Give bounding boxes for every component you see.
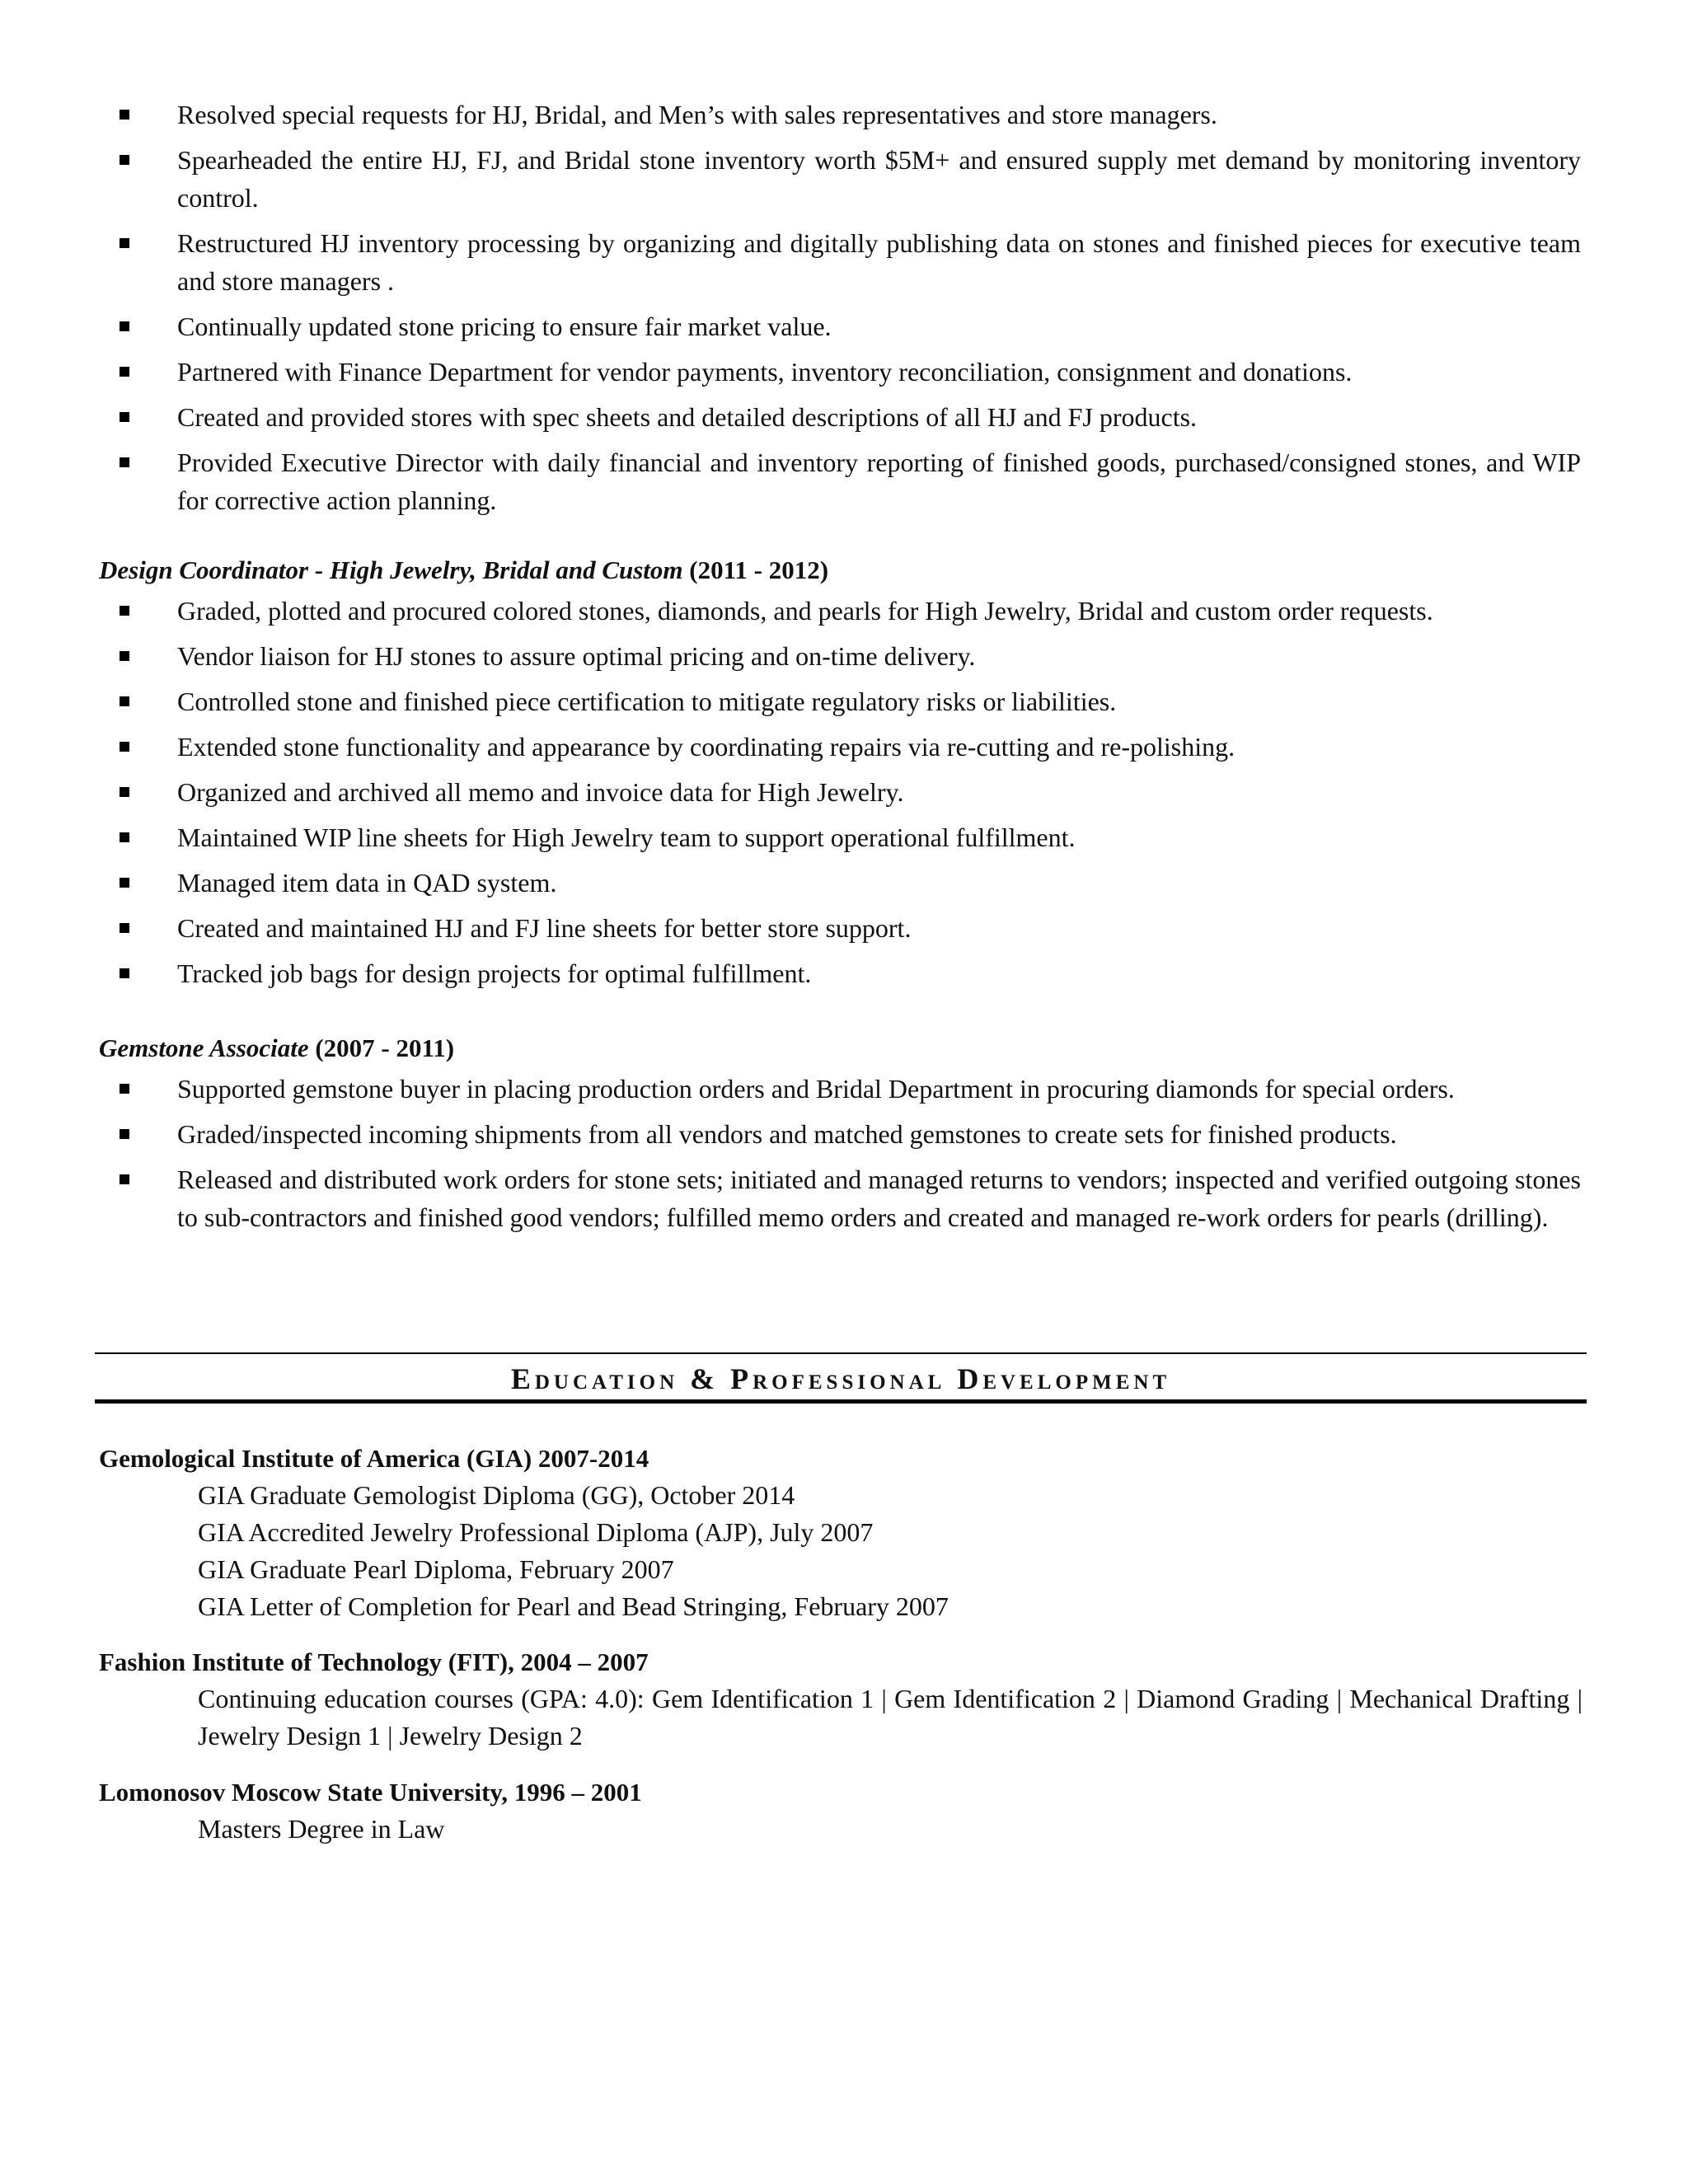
role2-bullet-list: [0, 592, 1688, 1000]
bullet-text: Managed item data in QAD system.: [177, 868, 557, 898]
square-bullet-icon: [120, 878, 129, 888]
bullet-text: Controlled stone and finished piece certification to mitigate regulatory risks or liabilities.: [177, 687, 1117, 716]
bullet-text: Vendor liaison for HJ stones to assure optimal pricing and on-time delivery.: [177, 641, 976, 671]
education-entry-fit: [99, 1644, 1582, 1755]
section-divider-top: [95, 1352, 1587, 1354]
role-heading-gemstone-associate: [99, 1030, 454, 1066]
square-bullet-icon: [120, 651, 129, 661]
role1-bullet-list: [0, 96, 1688, 527]
role3-bullet-list: [0, 1070, 1688, 1244]
square-bullet-icon: [120, 606, 129, 616]
square-bullet-icon: [120, 742, 129, 752]
square-bullet-icon: [120, 1084, 129, 1094]
list-item: [0, 909, 1688, 947]
square-bullet-icon: [120, 155, 129, 165]
bullet-text: Organized and archived all memo and invoice data for High Jewelry.: [177, 777, 904, 807]
credential-line: GIA Accredited Jewelry Professional Diploma (AJP), July 2007: [198, 1517, 874, 1547]
credential-line: GIA Graduate Pearl Diploma, February 2007: [198, 1554, 674, 1584]
bullet-text: Resolved special requests for HJ, Bridal, and Men’s with sales representatives and store managers.: [177, 100, 1217, 129]
list-item: [0, 592, 1688, 630]
bullet-text: Provided Executive Director with daily financial and inventory reporting of finished goods, purchased/consigned stones, and WIP for corrective action planning.: [177, 448, 1581, 515]
education-entry-gia: [99, 1441, 1582, 1625]
bullet-text: Released and distributed work orders for stone sets; initiated and managed returns to vendors; inspected and verified outgoing stones to sub-contractors and finished good vendors; fulfilled memo orders and created and managed re-work orders for pearls (drilling).: [177, 1165, 1581, 1232]
list-item: [0, 141, 1688, 217]
list-item: [0, 1160, 1688, 1236]
list-item: [0, 224, 1688, 300]
list-item: [0, 728, 1688, 766]
square-bullet-icon: [120, 367, 129, 377]
bullet-text: Restructured HJ inventory processing by organizing and digitally publishing data on stones and finished pieces for executive team and store managers .: [177, 228, 1581, 296]
list-item: [0, 398, 1688, 436]
bullet-text: Maintained WIP line sheets for High Jewelry team to support operational fulfillment.: [177, 823, 1076, 852]
bullet-text: Extended stone functionality and appearance by coordinating repairs via re-cutting and re-polishing.: [177, 732, 1236, 762]
square-bullet-icon: [120, 1129, 129, 1139]
square-bullet-icon: [120, 787, 129, 797]
degree-line: Masters Degree in Law: [198, 1814, 445, 1844]
list-item: [0, 96, 1688, 134]
bullet-text: Created and maintained HJ and FJ line sheets for better store support.: [177, 913, 912, 943]
section-title-education: Education & Professional Development: [510, 1362, 1171, 1395]
square-bullet-icon: [120, 321, 129, 331]
list-item: [0, 443, 1688, 519]
list-item: [0, 864, 1688, 902]
square-bullet-icon: [120, 412, 129, 422]
square-bullet-icon: [120, 832, 129, 842]
square-bullet-icon: [120, 1174, 129, 1184]
list-item: [0, 1115, 1688, 1153]
role-dates: (2011 - 2012): [689, 555, 829, 584]
section-divider-bottom: [95, 1399, 1587, 1404]
bullet-text: Created and provided stores with spec sheets and detailed descriptions of all HJ and FJ products.: [177, 402, 1198, 432]
square-bullet-icon: [120, 696, 129, 706]
list-item: [0, 1070, 1688, 1108]
bullet-text: Graded, plotted and procured colored stones, diamonds, and pearls for High Jewelry, Bridal and custom order requests.: [177, 596, 1433, 626]
school-name: Fashion Institute of Technology (FIT), 2004 – 2007: [99, 1647, 649, 1676]
list-item: [0, 682, 1688, 720]
role-title: Gemstone Associate: [99, 1033, 309, 1062]
credential-line: GIA Letter of Completion for Pearl and Bead Stringing, February 2007: [198, 1591, 949, 1621]
square-bullet-icon: [120, 110, 129, 120]
list-item: [0, 818, 1688, 856]
coursework-text: Continuing education courses (GPA: 4.0): Gem Identification 1 | Gem Identification 2 | Diamond Grading | Mechanical Drafting | Jewelry Design 1 | Jewelry Design 2: [198, 1684, 1582, 1750]
bullet-text: Partnered with Finance Department for vendor payments, inventory reconciliation, consignment and donations.: [177, 357, 1353, 387]
list-item: [0, 353, 1688, 391]
role-heading-design-coordinator: [99, 552, 828, 588]
list-item: [0, 637, 1688, 675]
list-item: [0, 307, 1688, 345]
role-title: Design Coordinator - High Jewelry, Bridal and Custom: [99, 555, 683, 584]
bullet-text: Continually updated stone pricing to ensure fair market value.: [177, 312, 832, 341]
bullet-text: Graded/inspected incoming shipments from all vendors and matched gemstones to create sets for finished products.: [177, 1119, 1397, 1149]
square-bullet-icon: [120, 457, 129, 467]
list-item: [0, 773, 1688, 811]
square-bullet-icon: [120, 238, 129, 248]
school-name: Lomonosov Moscow State University, 1996 – 2001: [99, 1778, 642, 1807]
credential-line: GIA Graduate Gemologist Diploma (GG), October 2014: [198, 1480, 795, 1510]
square-bullet-icon: [120, 968, 129, 978]
bullet-text: Supported gemstone buyer in placing production orders and Bridal Department in procuring diamonds for special orders.: [177, 1074, 1455, 1104]
list-item: [0, 954, 1688, 992]
bullet-text: Tracked job bags for design projects for optimal fulfillment.: [177, 958, 812, 988]
education-entry-msu: [99, 1774, 1582, 1848]
role-dates: (2007 - 2011): [315, 1033, 455, 1062]
square-bullet-icon: [120, 923, 129, 933]
bullet-text: Spearheaded the entire HJ, FJ, and Bridal stone inventory worth $5M+ and ensured supply met demand by monitoring inventory control.: [177, 145, 1581, 213]
school-name: Gemological Institute of America (GIA) 2007-2014: [99, 1444, 649, 1473]
